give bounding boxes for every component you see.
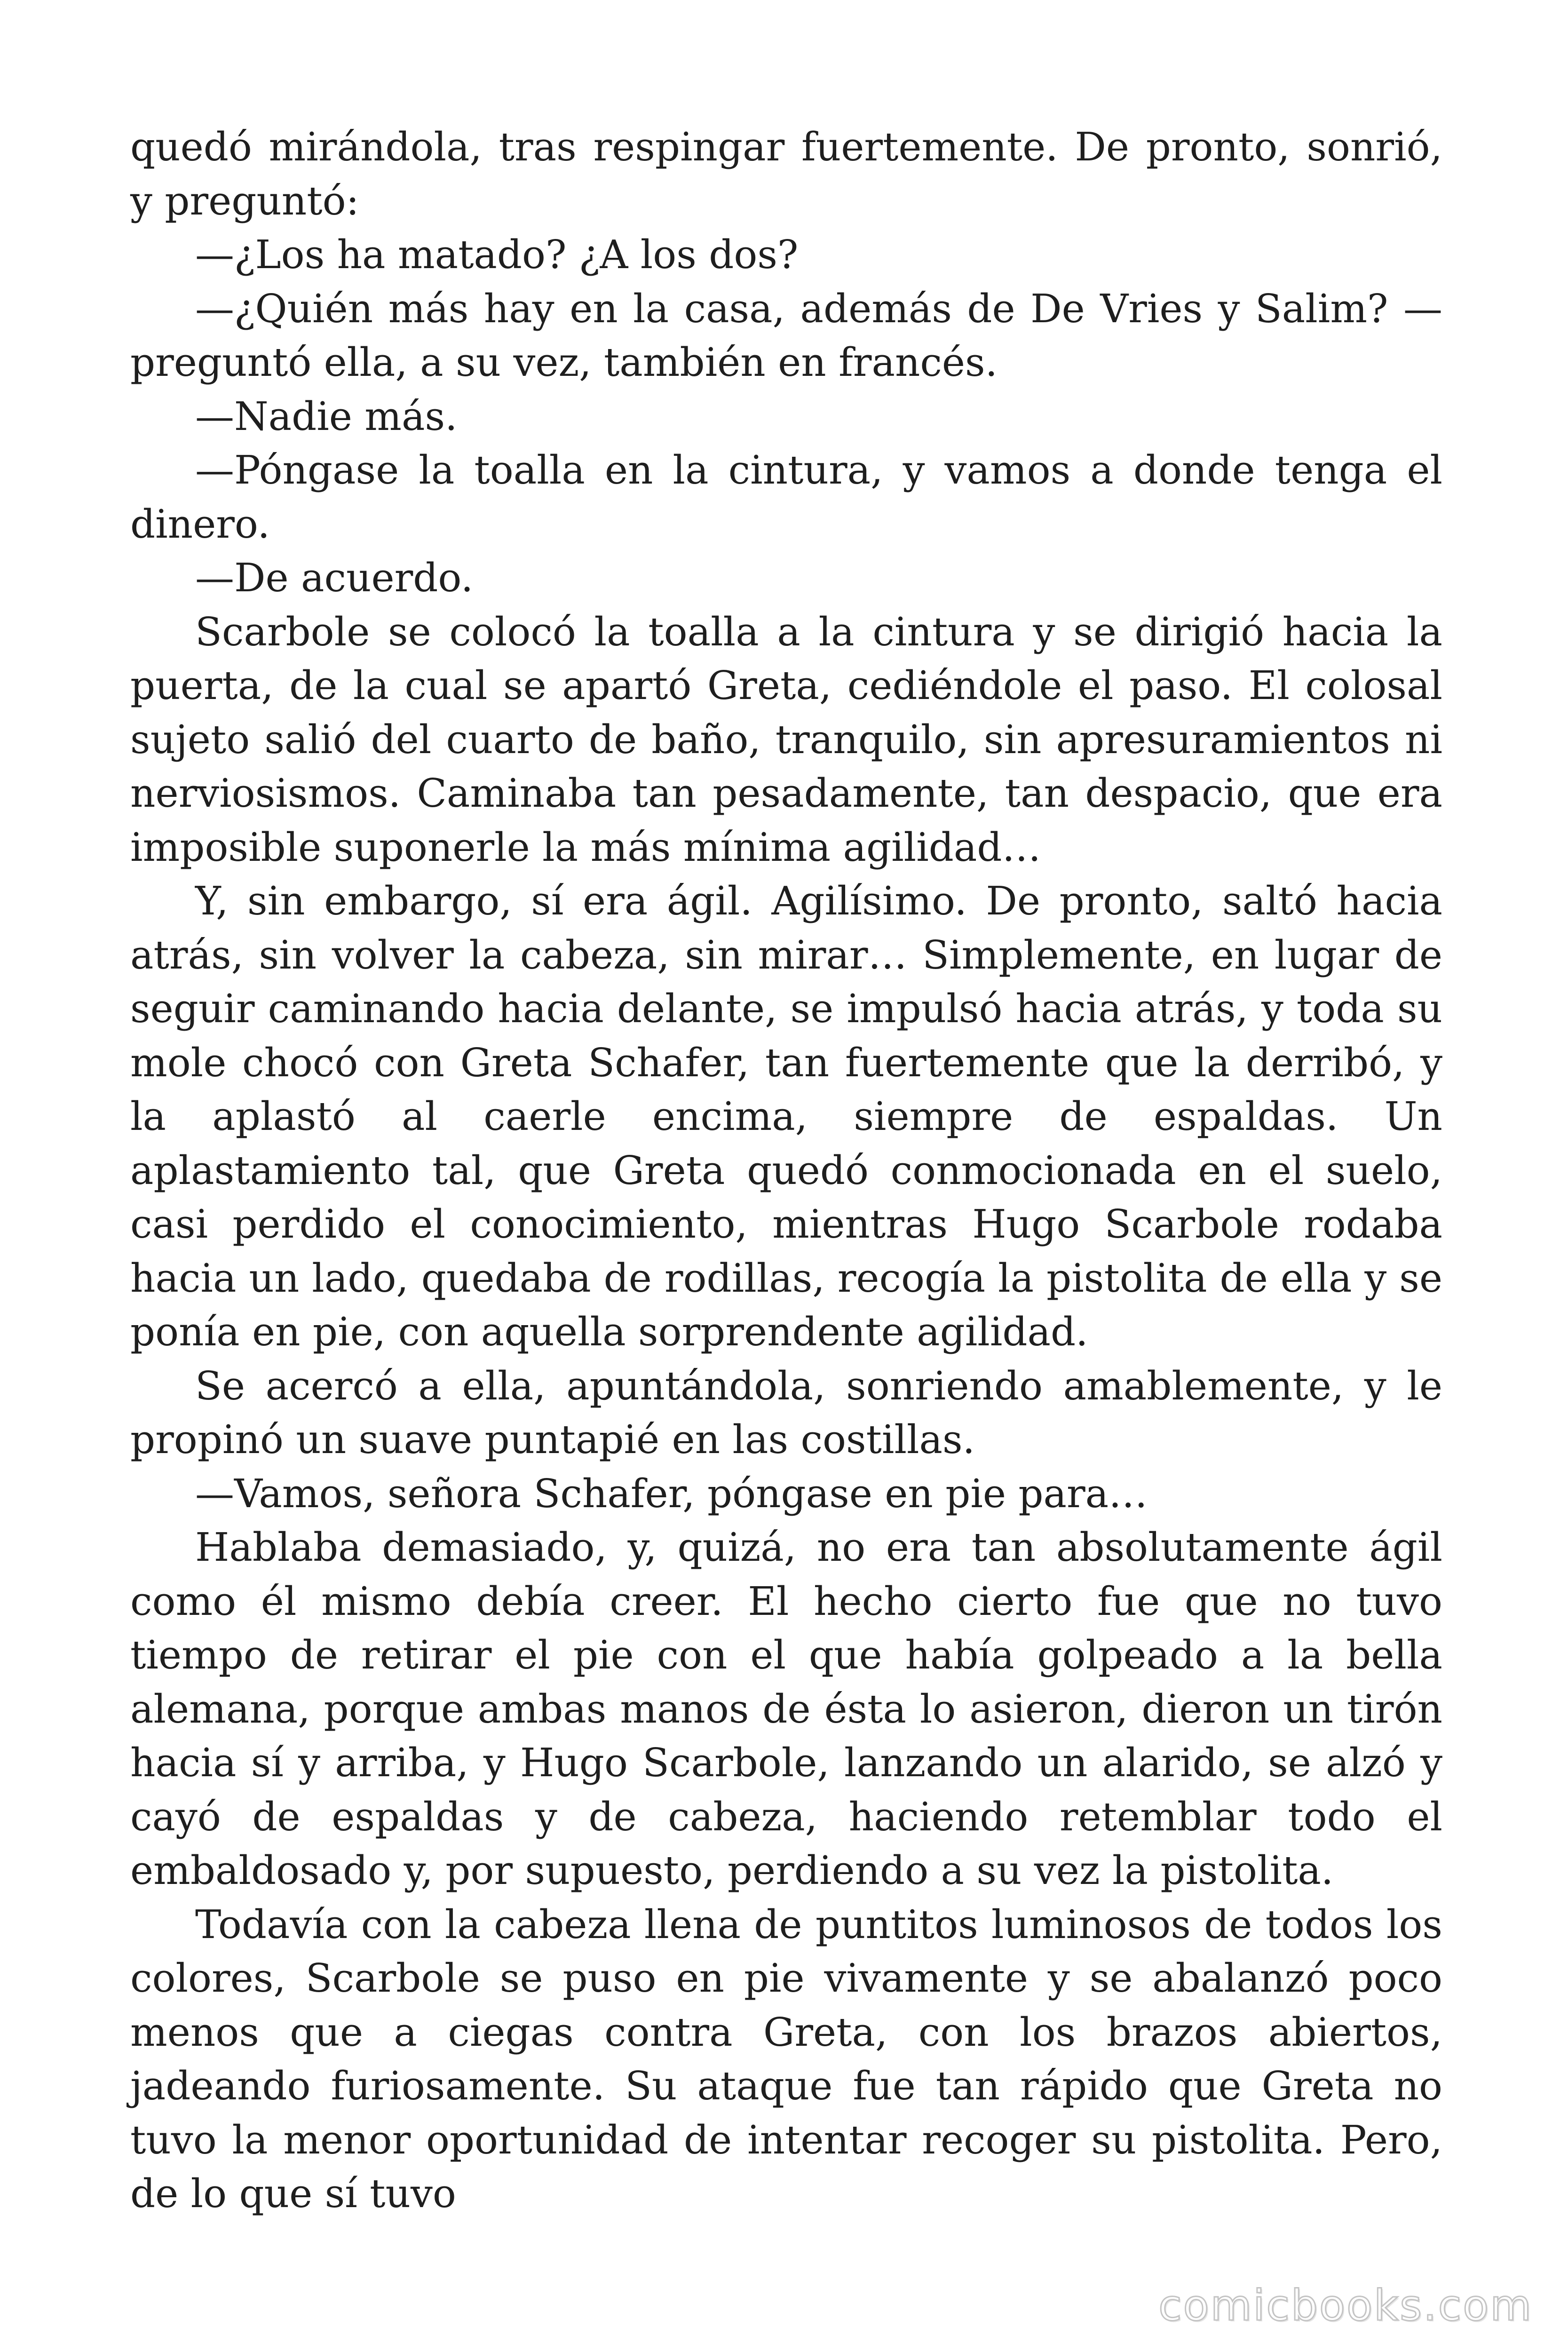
paragraph: Todavía con la cabeza llena de puntitos luminosos de todos los colores, Scarbole se puso en pie vivamente y se abalanzó poco menos que a ciegas contra Greta, con los brazos abiertos, jadeando furiosamente. Su ataque fue tan rápido que Greta no tuvo la menor oportunidad de intentar recoger su pistolita. Pero, de lo que sí tuvo (130, 1901, 1442, 2217)
paragraph: —Póngase la toalla en la cintura, y vamos a donde tenga el dinero. (130, 447, 1442, 547)
paragraph: —Vamos, señora Schafer, póngase en pie para… (195, 1470, 1148, 1517)
watermark: comicbooks.com (1158, 2281, 1533, 2330)
paragraph: quedó mirándola, tras respingar fuertemente. De pronto, sonrió, y preguntó: (130, 124, 1442, 224)
paragraph: Se acercó a ella, apuntándola, sonriendo amablemente, y le propinó un suave puntapié en las costillas. (130, 1363, 1442, 1462)
paragraph: —¿Los ha matado? ¿A los dos? (195, 232, 799, 278)
page-text (130, 120, 1442, 2221)
paragraph: Hablaba demasiado, y, quizá, no era tan absolutamente ágil como él mismo debía creer. El hecho cierto fue que no tuvo tiempo de retirar el pie con el que había golpeado a la bella alemana, porque ambas manos de ésta lo asieron, dieron un tirón hacia sí y arriba, y Hugo Scarbole, lanzando un alarido, se alzó y cayó de espaldas y de cabeza, haciendo retemblar todo el embaldosado y, por supuesto, perdiendo a su vez la pistolita. (130, 1525, 1442, 1893)
paragraph: Scarbole se colocó la toalla a la cintura y se dirigió hacia la puerta, de la cual se apartó Greta, cediéndole el paso. El colosal sujeto salió del cuarto de baño, tranquilo, sin apresuramientos ni nerviosismos. Caminaba tan pesadamente, tan despacio, que era imposible suponerle la más mínima agilidad… (130, 609, 1442, 870)
paragraph: Y, sin embargo, sí era ágil. Agilísimo. De pronto, saltó hacia atrás, sin volver la cabeza, sin mirar… Simplemente, en lugar de seguir caminando hacia delante, se impulsó hacia atrás, y toda su mole chocó con Greta Schafer, tan fuertemente que la derribó, y la aplastó al caerle encima, siempre de espaldas. Un aplastamiento tal, que Greta quedó conmocionada en el suelo, casi perdido el conocimiento, mientras Hugo Scarbole rodaba hacia un lado, quedaba de rodillas, recogía la pistolita de ella y se ponía en pie, con aquella sorprendente agilidad. (130, 878, 1442, 1355)
paragraph: —De acuerdo. (195, 555, 474, 601)
paragraph: —¿Quién más hay en la casa, además de De Vries y Salim? —preguntó ella, a su vez, también en francés. (130, 286, 1442, 385)
paragraph: —Nadie más. (195, 393, 458, 439)
